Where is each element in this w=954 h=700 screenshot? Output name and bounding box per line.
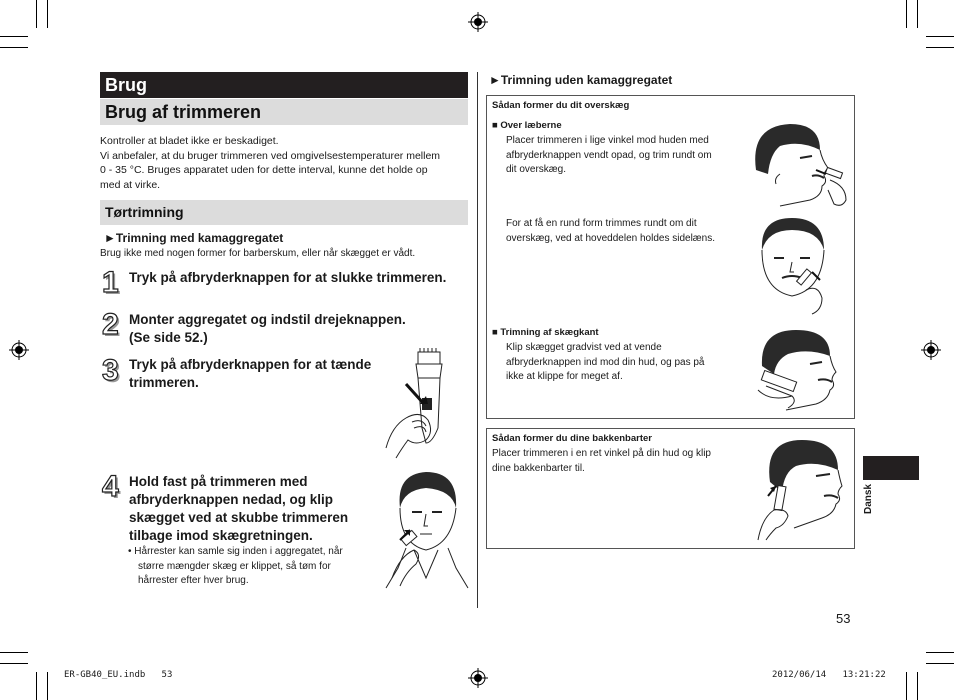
registration-mark (468, 12, 488, 32)
step-text (129, 269, 446, 287)
crop-mark (0, 652, 28, 653)
trimmer-illustration (382, 348, 452, 458)
crop-mark (0, 47, 28, 48)
over-lip-heading: ■ Over læberne (492, 120, 562, 131)
with-comb-heading: ►Trimning med kamaggregatet (104, 231, 284, 245)
side-tab-label: Dansk (863, 484, 874, 515)
column-divider (477, 72, 478, 608)
crop-mark (47, 0, 48, 28)
step-line: skægget ved at skubbe trimmeren (129, 510, 349, 525)
face-trimming-illustration (386, 468, 468, 590)
step-text (129, 311, 406, 347)
step-line: Tryk på afbryderknappen for at tænde (129, 357, 372, 372)
intro-line: 0 - 35 °C. Bruges apparatet uden for dette interval, kunne det holde op (100, 164, 428, 176)
over-lip-text (506, 134, 746, 178)
crop-mark (0, 663, 28, 664)
text-line: afbryderknappen ind mod din hud, og pas på (506, 356, 705, 368)
without-comb-heading: ►Trimning uden kamaggregatet (489, 73, 673, 87)
intro-text (100, 134, 470, 192)
beard-edge-illustration (752, 326, 840, 414)
crop-mark (906, 672, 907, 700)
step-line: Monter aggregatet og indstil drejeknappen. (129, 312, 406, 327)
crop-mark (0, 36, 28, 37)
step-line: trimmeren. (129, 375, 199, 390)
language-tab (863, 456, 919, 480)
crop-mark (926, 652, 954, 653)
text-line: For at få en rund form trimmes rundt om dit (506, 218, 697, 229)
crop-mark (36, 672, 37, 700)
beard-edge-text (506, 341, 746, 385)
step-text (129, 356, 371, 392)
intro-line: Kontroller at bladet ikke er beskadiget. (100, 135, 279, 147)
registration-mark (921, 340, 941, 360)
intro-line: med at virke. (100, 178, 161, 191)
text-line: ikke at klippe for meget af. (506, 371, 623, 382)
mustache-box-title: Sådan former du dit overskæg (492, 100, 630, 111)
crop-mark (917, 0, 918, 28)
step-line: Tryk på afbryderknappen for at slukke trimmeren. (129, 270, 447, 285)
text-line: dit overskæg. (506, 164, 567, 175)
bullet-line: større mængder skæg er klippet, så tøm for (138, 560, 331, 572)
mustache-profile-illustration (750, 120, 850, 212)
crop-mark (36, 0, 37, 28)
text-line: Klip skægget gradvist ved at vende (506, 342, 662, 353)
text-line: afbryderknappen vendt opad, og trim rundt om (506, 149, 712, 161)
section-title: Brug (100, 72, 468, 98)
text-line: overskæg, ved at hoveddelen holdes sidelæns. (506, 232, 716, 244)
step-line: afbryderknappen nedad, og klip (129, 492, 334, 507)
bullet-line: • Hårrester kan samle sig inden i aggregatet, når (128, 546, 343, 557)
text-line: Placer trimmeren i lige vinkel mod huden med (506, 135, 709, 146)
step-number: 2 (102, 308, 119, 341)
sideburn-illustration (754, 436, 844, 540)
text-line: Placer trimmeren i en ret vinkel på din hud og klip (492, 448, 711, 459)
page-title: Brug af trimmeren (100, 99, 468, 125)
step-line: (Se side 52.) (129, 330, 208, 345)
mustache-front-illustration (752, 214, 844, 318)
crop-mark (926, 47, 954, 48)
step-line: Hold fast på trimmeren med (129, 474, 308, 489)
bullet-line: hårrester efter hver brug. (138, 575, 249, 586)
crop-mark (906, 0, 907, 28)
subsection-title: Tørtrimning (100, 200, 468, 225)
registration-mark (9, 340, 29, 360)
footer-file: ER-GB40_EU.indb 53 (64, 670, 173, 680)
sideburn-text (492, 447, 742, 476)
crop-mark (926, 663, 954, 664)
intro-line: Vi anbefaler, at du bruger trimmeren ved omgivelsestemperaturer mellem (100, 149, 441, 162)
footer-date: 2012/06/14 13:21:22 (772, 670, 886, 680)
beard-edge-heading: ■ Trimning af skægkant (492, 327, 599, 338)
crop-mark (47, 672, 48, 700)
step-number: 3 (102, 354, 119, 387)
crop-mark (917, 672, 918, 700)
crop-mark (926, 36, 954, 37)
text-line: dine bakkenbarter til. (492, 462, 585, 474)
step-number: 1 (102, 266, 119, 299)
step-text (129, 473, 348, 545)
with-comb-note: Brug ikke med nogen former for barberskum, eller når skægget er vådt. (100, 248, 416, 259)
round-shape-text (506, 217, 752, 246)
step-line: tilbage imod skægretningen. (129, 528, 313, 543)
step-number: 4 (102, 470, 119, 503)
page-number: 53 (836, 611, 851, 626)
sideburn-box-title: Sådan former du dine bakkenbarter (492, 433, 652, 444)
registration-mark (468, 668, 488, 688)
step4-bullet (128, 545, 378, 589)
